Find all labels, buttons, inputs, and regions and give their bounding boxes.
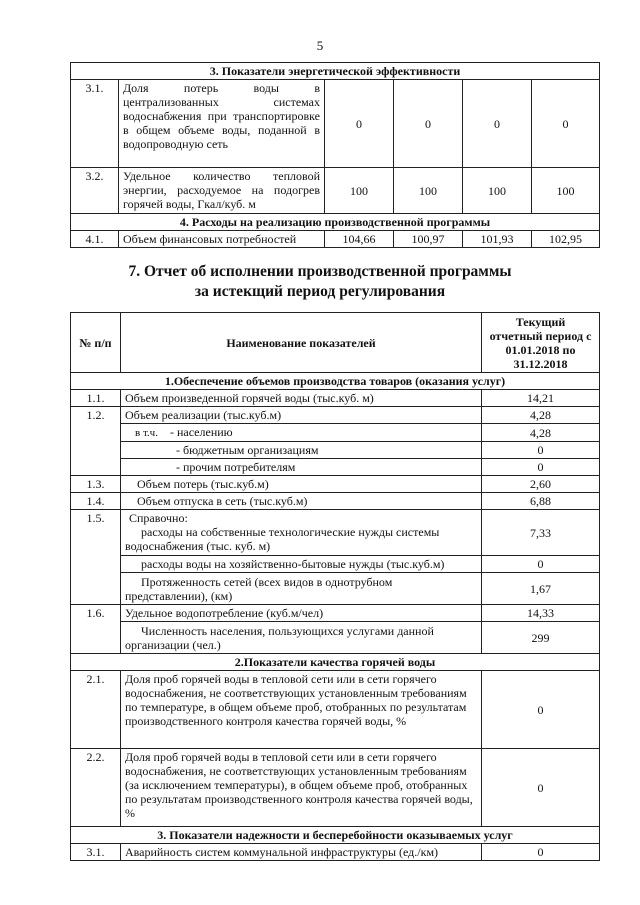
row-number: 1.4. <box>71 493 121 510</box>
indicator-name: Доля проб горячей воды в тепловой сети или в сети горячего водоснабжения, не соответствующих установленным требованиям по температуре, в общем объеме проб, отобранных по результатам производственного контроля качества горячей воды, % <box>121 671 482 749</box>
report-table <box>70 312 600 861</box>
value-cell: 100 <box>394 168 463 214</box>
section-3-title: 3. Показатели надежности и бесперебойности оказываемых услуг <box>71 827 600 844</box>
value-cell: 1,67 <box>482 573 600 605</box>
value-cell: 4,28 <box>482 424 600 442</box>
prefix-label: в т.ч. <box>135 427 158 439</box>
row-number: 3.2. <box>71 168 119 214</box>
indicator-name: Протяженность сетей (всех видов в однотрубном представлении), (км) <box>121 573 482 605</box>
value-cell: 6,88 <box>482 493 600 510</box>
header-period: Текущий отчетный период с 01.01.2018 по 31.12.2018 <box>482 313 600 373</box>
value-cell: 104,66 <box>325 231 394 248</box>
indicator-name: в т.ч. - населению <box>121 424 482 442</box>
section-1-title: 1.Обеспечение объемов производства товаров (оказания услуг) <box>71 373 600 390</box>
indicators-table-continued <box>70 62 600 248</box>
value-cell: 100 <box>463 168 532 214</box>
value-cell: 100,97 <box>394 231 463 248</box>
indicator-name: Объем отпуска в сеть (тыс.куб.м) <box>121 493 482 510</box>
header-number: № п/п <box>71 313 121 373</box>
indicator-name: Аварийность систем коммунальной инфраструктуры (ед./км) <box>121 844 482 861</box>
indicator-name: Численность населения, пользующихся услугами данной организации (чел.) <box>121 622 482 654</box>
section-2-title: 2.Показатели качества горячей воды <box>71 654 600 671</box>
value-cell: 100 <box>325 168 394 214</box>
row-number: 1.6. <box>71 605 121 622</box>
value-cell: 0 <box>463 80 532 168</box>
value-cell: 4,28 <box>482 407 600 424</box>
value-cell: 102,95 <box>532 231 600 248</box>
row-number: 3.1. <box>71 844 121 861</box>
row-number: 2.2. <box>71 749 121 827</box>
indicator-name: Объем потерь (тыс.куб.м) <box>121 476 482 493</box>
header-name: Наименование показателей <box>121 313 482 373</box>
indicator-name: Доля потерь воды в централизованных системах водоснабжения при транспортировке в общем объеме воды, поданной в водопроводную сеть <box>119 80 325 168</box>
row-number: 2.1. <box>71 671 121 749</box>
value-cell: 0 <box>482 749 600 827</box>
value-cell: 2,60 <box>482 476 600 493</box>
value-cell: 0 <box>325 80 394 168</box>
row-number: 1.1. <box>71 390 121 407</box>
section-3-title: 3. Показатели энергетической эффективности <box>71 63 600 80</box>
indicator-name: Удельное водопотребление (куб.м/чел) <box>121 605 482 622</box>
indicator-name: Доля проб горячей воды в тепловой сети или в сети горячего водоснабжения, не соответствующих установленным требованиям (за исключением температуры), в общем объеме проб, отобранных по результатам производственного контроля качества горячей воды, % <box>121 749 482 827</box>
value-cell: 0 <box>482 442 600 459</box>
row-number: 1.3. <box>71 476 121 493</box>
value-cell: 0 <box>394 80 463 168</box>
value-cell: 0 <box>482 556 600 573</box>
reference-label: Справочно: <box>129 511 188 525</box>
page-number: 5 <box>316 38 324 53</box>
indicator-name: Объем финансовых потребностей <box>119 231 325 248</box>
value-cell: 101,93 <box>463 231 532 248</box>
value-cell: 7,33 <box>482 510 600 556</box>
value-cell: 0 <box>482 459 600 476</box>
value-cell: 14,21 <box>482 390 600 407</box>
value-cell: 100 <box>532 168 600 214</box>
value-cell: 299 <box>482 622 600 654</box>
row-number: 3.1. <box>71 80 119 168</box>
row-number: 4.1. <box>71 231 119 248</box>
indicator-name: Справочно: расходы на собственные технологические нужды системы водоснабжения (тыс. куб. м) <box>121 510 482 556</box>
indicator-name: расходы воды на хозяйственно-бытовые нужды (тыс.куб.м) <box>121 556 482 573</box>
indicator-name: Удельное количество тепловой энергии, расходуемое на подогрев горячей воды, Гкал/куб. м <box>119 168 325 214</box>
row-number: 1.2. <box>71 407 121 424</box>
value-cell: 0 <box>532 80 600 168</box>
report-heading-line-2: за истекщий период регулирования <box>194 283 446 300</box>
indicator-name: - прочим потребителям <box>121 459 482 476</box>
indicator-name: Объем реализации (тыс.куб.м) <box>121 407 482 424</box>
row-number: 1.5. <box>71 510 121 556</box>
indicator-name: - бюджетным организациям <box>121 442 482 459</box>
indicator-name: Объем произведенной горячей воды (тыс.куб. м) <box>121 390 482 407</box>
value-cell: 0 <box>482 844 600 861</box>
section-4-title: 4. Расходы на реализацию производственной программы <box>71 214 600 231</box>
value-cell: 14,33 <box>482 605 600 622</box>
report-heading-line-1: 7. Отчет об исполнении производственной программы <box>128 263 512 280</box>
value-cell: 0 <box>482 671 600 749</box>
